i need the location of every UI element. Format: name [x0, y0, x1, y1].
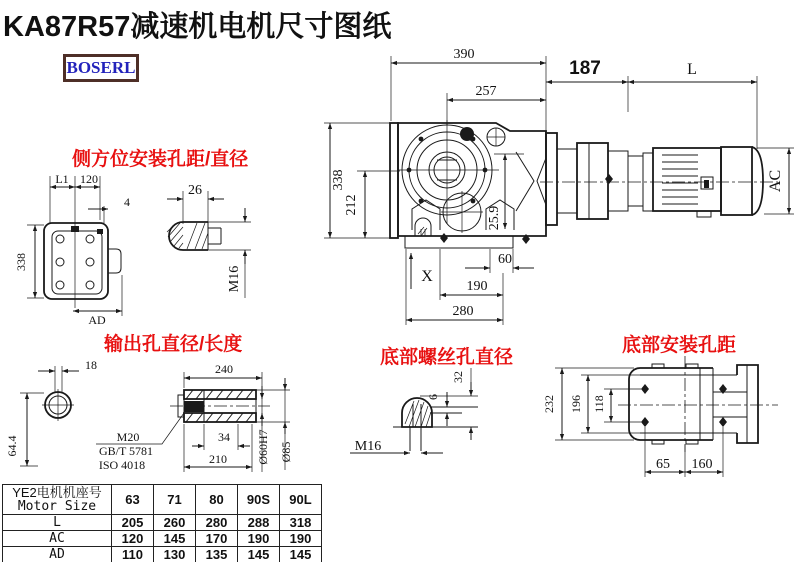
- dim-L: L: [687, 61, 697, 78]
- col-90s: 90S: [238, 485, 280, 515]
- dim-120: 120: [80, 172, 98, 186]
- dim-18: 18: [85, 358, 97, 372]
- dim-240: 240: [215, 362, 233, 376]
- dim-212: 212: [344, 194, 359, 216]
- dim-196: 196: [569, 395, 583, 413]
- dim-187: 187: [569, 58, 601, 79]
- section-label-side-mount: 侧方位安装孔距/直径: [72, 149, 249, 170]
- dim-118: 118: [592, 395, 606, 413]
- cell-AD-90s: 145: [238, 547, 280, 562]
- col-80: 80: [196, 485, 238, 515]
- dim-280: 280: [452, 304, 474, 319]
- table-row-AD: [3, 547, 322, 562]
- bottom-mount-drawing: [542, 356, 778, 477]
- dim-257: 257: [475, 84, 497, 99]
- cell-L-80: 280: [196, 515, 238, 531]
- motor-size-table: [2, 484, 322, 562]
- brand-logo: BOSERL: [63, 54, 139, 82]
- table-header-motor-size: YE2电机机座号 Motor Size: [3, 485, 112, 515]
- cell-AD-71: 130: [154, 547, 196, 562]
- dim-d85: Ø85: [279, 441, 293, 463]
- dim-60: 60: [498, 252, 512, 267]
- main-assembly-drawing: [324, 47, 794, 325]
- dim-l1: L1: [55, 172, 69, 186]
- cell-AD-90l: 145: [280, 547, 322, 562]
- dim-390: 390: [453, 47, 475, 62]
- dim-m16-bottom: M16: [354, 439, 382, 454]
- dim-d60h7: Ø60H7: [256, 429, 270, 465]
- dim-160: 160: [691, 457, 713, 472]
- dim-338-side: 338: [14, 253, 28, 271]
- cell-AD-63: 110: [112, 547, 154, 562]
- note-iso: ISO 4018: [98, 458, 146, 472]
- dim-32: 32: [451, 371, 465, 383]
- dim-232: 232: [542, 395, 556, 413]
- cell-AC-90l: 190: [280, 531, 322, 547]
- dim-x: X: [421, 268, 433, 285]
- row-label-AD: AD: [3, 547, 112, 562]
- dim-4: 4: [124, 195, 130, 209]
- dim-210: 210: [209, 452, 227, 466]
- dim-65: 65: [656, 457, 670, 472]
- section-label-output-hole: 输出孔直径/长度: [104, 334, 243, 355]
- dim-25-9: 25.9: [487, 205, 502, 231]
- dim-26: 26: [188, 183, 202, 198]
- note-gbt: GB/T 5781: [98, 444, 154, 458]
- cell-L-90s: 288: [238, 515, 280, 531]
- table-row-AC: [3, 531, 322, 547]
- cell-L-71: 260: [154, 515, 196, 531]
- dim-338-main: 338: [331, 169, 346, 191]
- cell-AC-71: 145: [154, 531, 196, 547]
- dim-ac: AC: [767, 169, 784, 193]
- bottom-bolt-drawing: [350, 368, 478, 454]
- output-shaft-drawing: [5, 358, 293, 472]
- side-bolt-drawing: [167, 183, 251, 298]
- page-title: KA87R57减速机电机尺寸图纸: [3, 11, 392, 43]
- col-63: 63: [112, 485, 154, 515]
- dim-ad: AD: [88, 313, 106, 327]
- section-label-bottom-bolt: 底部螺丝孔直径: [380, 347, 514, 368]
- cell-L-63: 205: [112, 515, 154, 531]
- cell-AC-80: 170: [196, 531, 238, 547]
- dim-34: 34: [218, 430, 230, 444]
- row-label-AC: AC: [3, 531, 112, 547]
- cell-AC-90s: 190: [238, 531, 280, 547]
- cell-L-90l: 318: [280, 515, 322, 531]
- row-label-L: L: [3, 515, 112, 531]
- side-view-drawing: [14, 172, 130, 327]
- dim-6: 6: [426, 394, 440, 400]
- table-row-L: [3, 515, 322, 531]
- col-90l: 90L: [280, 485, 322, 515]
- table-header-row: [3, 485, 322, 515]
- cell-AC-63: 120: [112, 531, 154, 547]
- dim-190: 190: [466, 279, 488, 294]
- dim-m16-side: M16: [227, 265, 242, 293]
- section-label-bottom-mount: 底部安装孔距: [622, 335, 737, 356]
- cell-AD-80: 135: [196, 547, 238, 562]
- note-m20: M20: [116, 430, 140, 444]
- dim-64-4: 64.4: [5, 435, 19, 457]
- col-71: 71: [154, 485, 196, 515]
